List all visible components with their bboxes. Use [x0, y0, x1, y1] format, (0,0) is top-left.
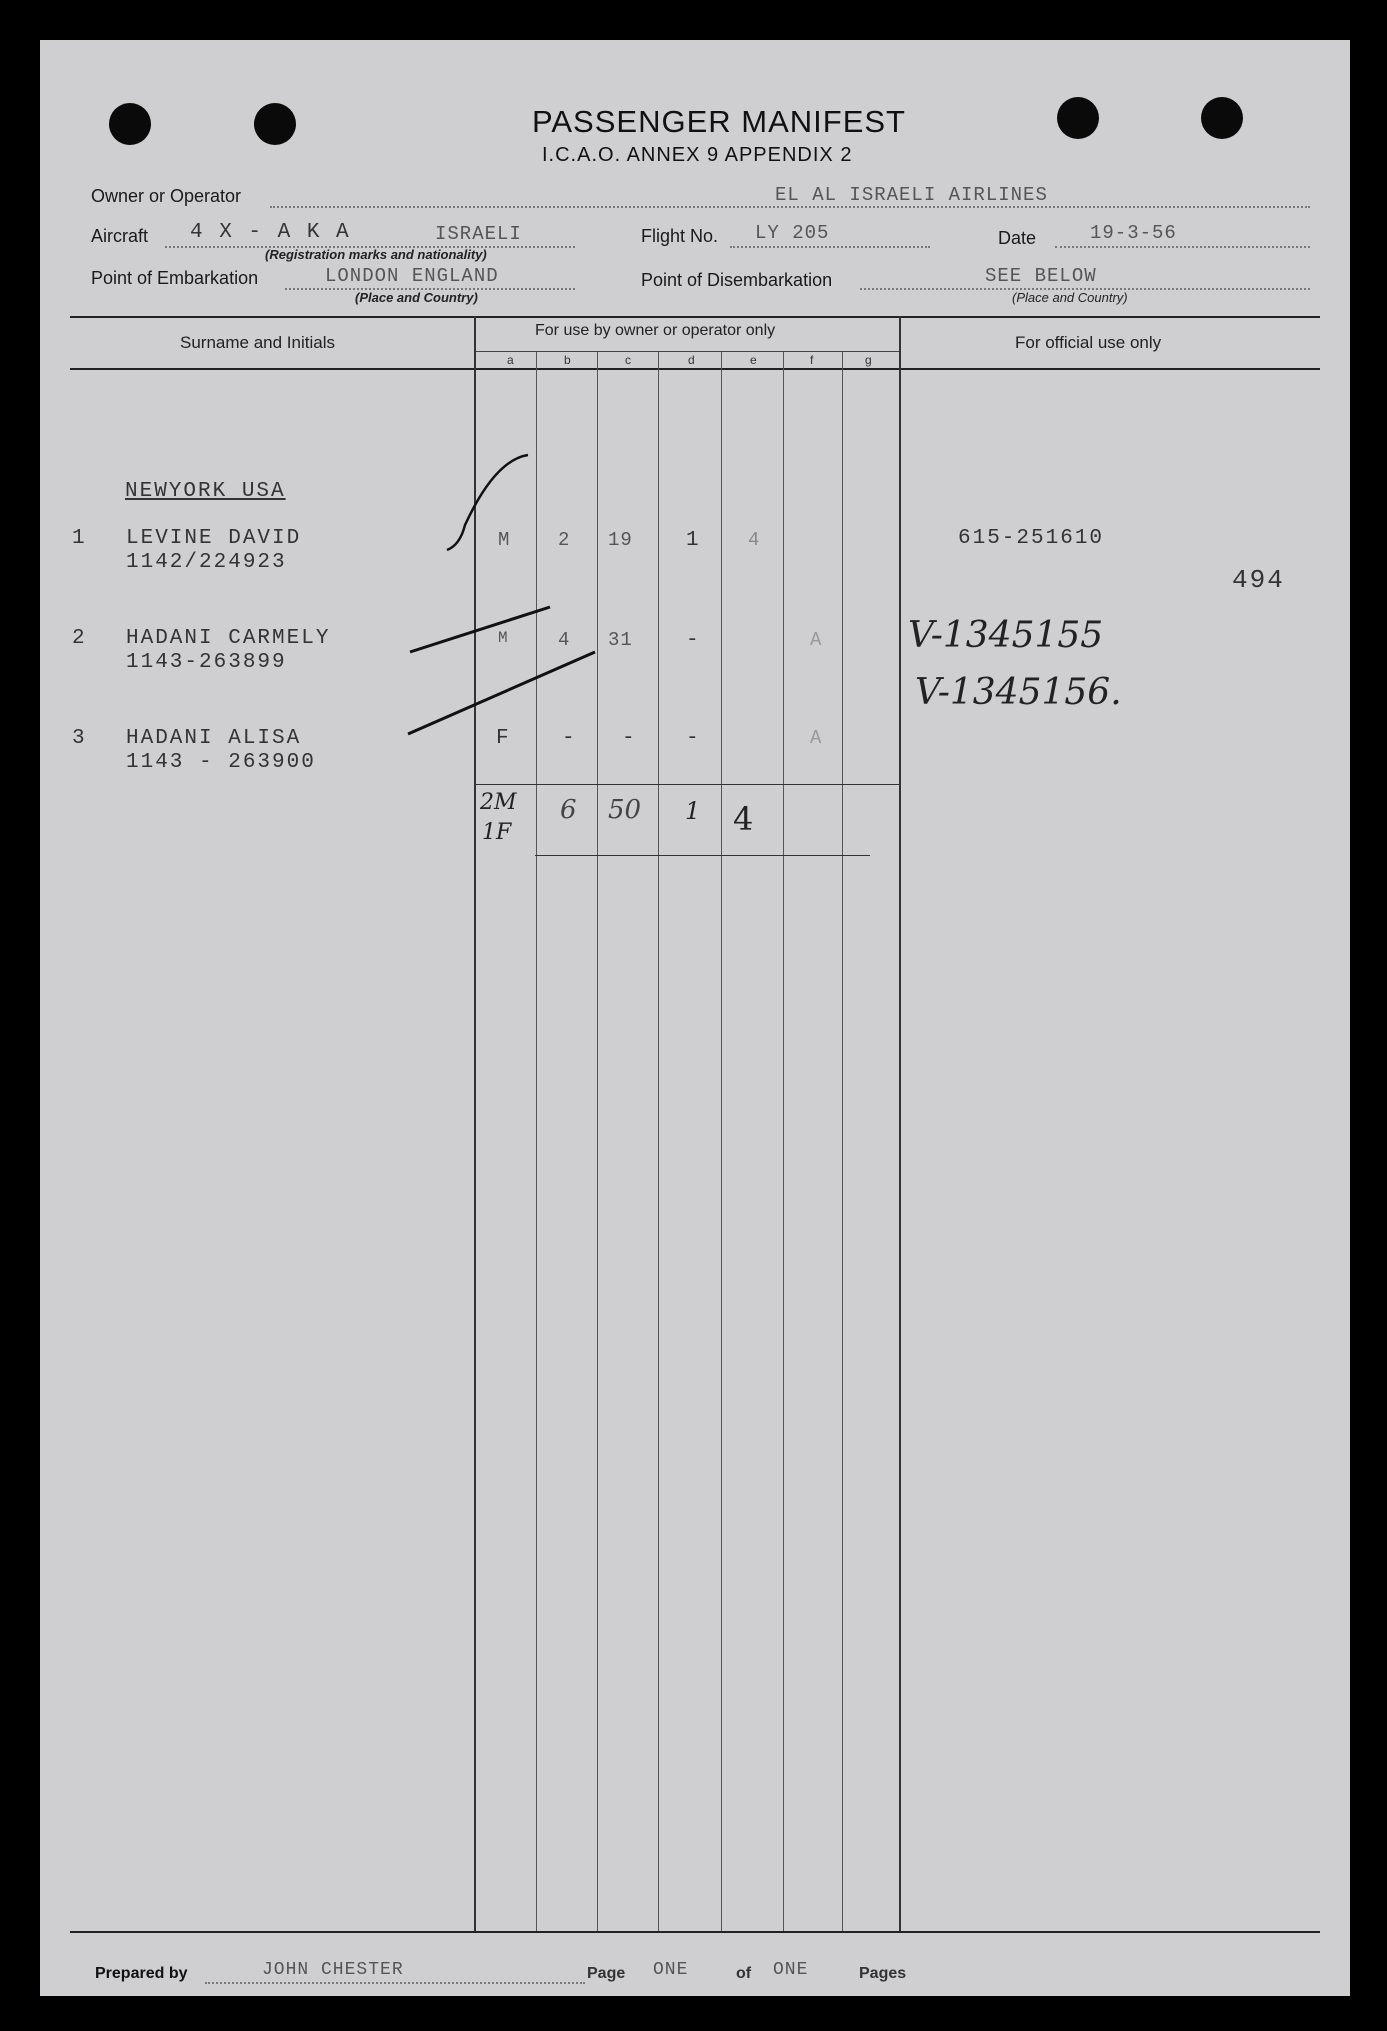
subcol-g: g — [865, 353, 872, 367]
total-a-male: 2M — [480, 790, 517, 815]
aircraft-sublabel: (Registration marks and nationality) — [265, 247, 487, 262]
prepared-by-value: JOHN CHESTER — [262, 1960, 404, 1980]
passenger-name: HADANI CARMELY — [126, 627, 331, 650]
cell-a: M — [498, 529, 511, 551]
aircraft-label: Aircraft — [91, 226, 149, 246]
strike-mark — [410, 607, 550, 652]
column-header-owner-use: For use by owner or operator only — [535, 322, 776, 339]
passenger-ticket: 1143 - 263900 — [126, 751, 316, 774]
pen-marks — [40, 40, 1350, 1996]
subcol-b: b — [564, 353, 571, 367]
total-d: 1 — [685, 797, 701, 825]
prepared-by-label: Prepared by — [95, 1965, 188, 1982]
cell-f: A — [810, 727, 823, 749]
subcol-f: f — [810, 353, 814, 367]
cell-a: F — [496, 727, 511, 750]
cell-c: 19 — [608, 529, 633, 551]
cell-e: 4 — [748, 529, 761, 551]
date-label: Date — [998, 228, 1037, 248]
official-entry: V-1345155 — [908, 615, 1104, 656]
cell-b: - — [562, 727, 577, 750]
date-value: 19-3-56 — [1090, 222, 1177, 244]
cell-c: - — [622, 727, 637, 750]
embarkation-value: LONDON ENGLAND — [325, 265, 499, 287]
of-label: of — [736, 1965, 752, 1982]
aircraft-nationality: ISRAELI — [435, 223, 522, 245]
flight-label: Flight No. — [641, 226, 719, 246]
subcol-c: c — [625, 353, 631, 367]
cell-c: 31 — [608, 629, 633, 651]
row-number: 3 — [72, 727, 87, 750]
check-mark — [447, 455, 528, 550]
total-c: 50 — [608, 795, 642, 825]
official-entry: V-1345156. — [915, 672, 1122, 713]
column-header-surname: Surname and Initials — [180, 333, 335, 352]
cell-d: - — [686, 727, 701, 750]
pages-label: Pages — [859, 1965, 907, 1982]
of-value: ONE — [773, 1960, 809, 1980]
cell-d: - — [686, 629, 701, 652]
destination-heading: NEWYORK USA — [125, 480, 286, 503]
flight-value: LY 205 — [755, 222, 830, 244]
total-b: 6 — [560, 795, 577, 825]
cell-d: 1 — [686, 529, 701, 552]
subcol-a: a — [507, 353, 514, 367]
document-subtitle: I.C.A.O. ANNEX 9 APPENDIX 2 — [542, 144, 853, 166]
disembarkation-sublabel: (Place and Country) — [1012, 290, 1128, 305]
cell-f: A — [810, 629, 823, 651]
disembarkation-label: Point of Disembarkation — [641, 270, 833, 290]
total-a-female: 1F — [482, 820, 512, 845]
total-e: 4 — [733, 800, 754, 838]
row-number: 1 — [72, 527, 87, 550]
passenger-ticket: 1142/224923 — [126, 551, 287, 574]
passenger-ticket: 1143-263899 — [126, 651, 287, 674]
cell-b: 4 — [558, 629, 571, 651]
page-label: Page — [587, 1965, 626, 1982]
footer-rule — [70, 1931, 1320, 1933]
column-header-official: For official use only — [1015, 333, 1162, 352]
page-value: ONE — [653, 1960, 689, 1980]
margin-number: 494 — [1232, 565, 1285, 595]
row-number: 2 — [72, 627, 87, 650]
passenger-name: LEVINE DAVID — [126, 527, 302, 550]
document-title: PASSENGER MANIFEST — [532, 104, 906, 139]
owner-label: Owner or Operator — [91, 186, 242, 206]
subcol-d: d — [688, 353, 695, 367]
strike-mark — [408, 652, 595, 734]
manifest-sheet — [40, 40, 1350, 1996]
owner-value: EL AL ISRAELI AIRLINES — [775, 184, 1048, 206]
embarkation-label: Point of Embarkation — [91, 268, 259, 288]
embarkation-sublabel: (Place and Country) — [355, 290, 478, 305]
cell-a: M — [498, 629, 509, 647]
disembarkation-value: SEE BELOW — [985, 265, 1097, 287]
official-entry: 615-251610 — [958, 527, 1105, 550]
aircraft-registration: 4 X - A K A — [190, 221, 351, 244]
passenger-name: HADANI ALISA — [126, 727, 302, 750]
prepared-dotted-line — [205, 1982, 585, 1984]
cell-b: 2 — [558, 529, 571, 551]
subcol-e: e — [750, 353, 757, 367]
